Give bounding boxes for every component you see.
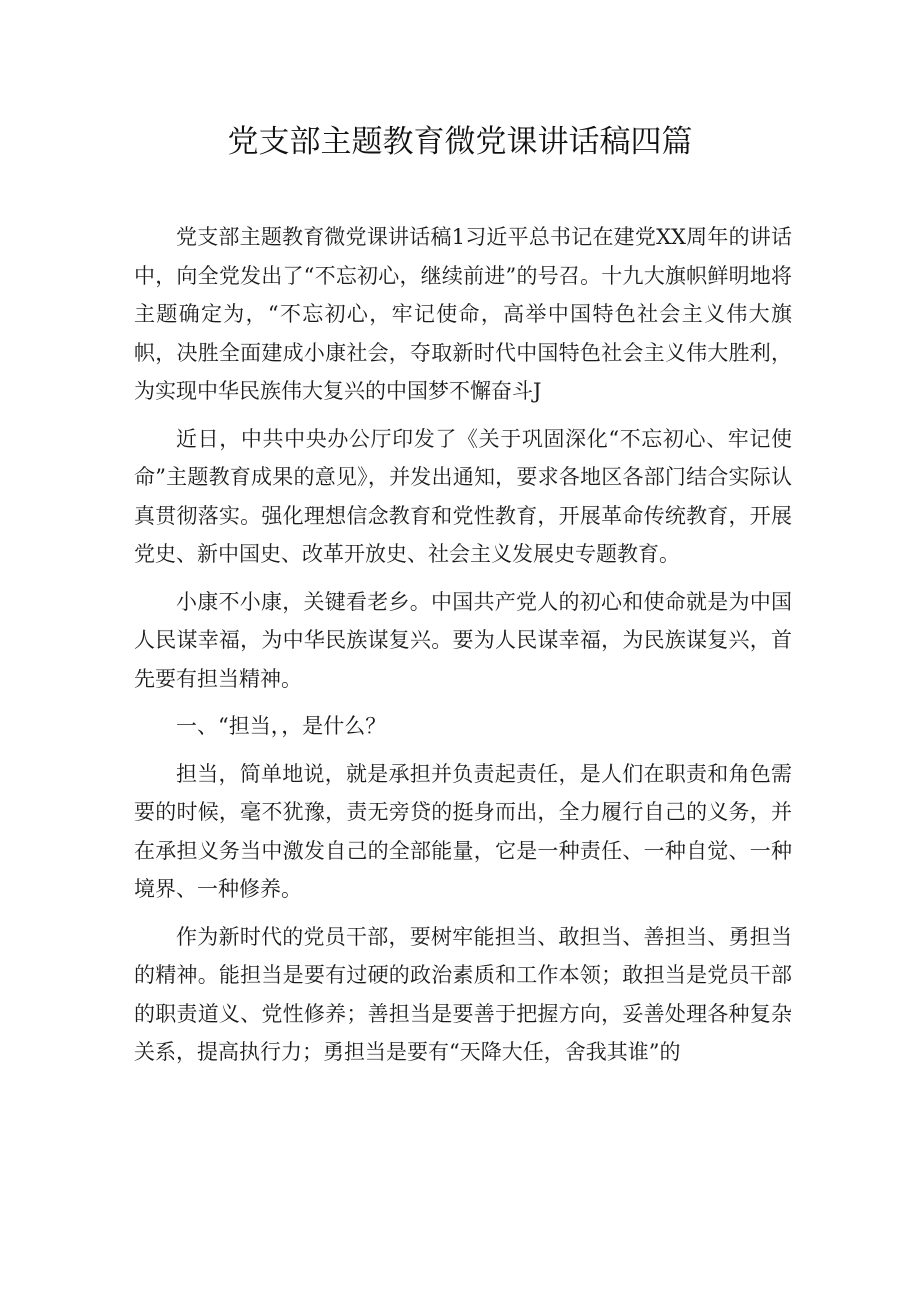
paragraph-3: 小康不小康，关键看老乡。中国共产党人的初心和使命就是为中国人民谋幸福，为中华民族谋复兴。要为人民谋幸福，为民族谋复兴，首先要有担当精神。 (134, 589, 792, 691)
paragraph-5: 作为新时代的党员干部，要树牢能担当、敢担当、善担当、勇担当的精神。能担当是要有过硬的政治素质和工作本领；敢担当是党员干部的职责道义、党性修养；善担当是要善于把握方向，妥善处理各种复杂关系，提高执行力；勇担当是要有“天降大任，舍我其谁”的 (134, 924, 792, 1064)
document-body (134, 218, 792, 1081)
paragraph-1: 党支部主题教育微党课讲话稿1习近平总书记在建党XX周年的讲话中，向全党发出了“不忘初心，继续前进”的号召。十九大旗帜鲜明地将主题确定为，“不忘初心，牢记使命，高举中国特色社会主义伟大旗帜，决胜全面建成小康社会，夺取新时代中国特色社会主义伟大胜利，为实现中华民族伟大复兴的中国梦不懈奋斗J (134, 225, 792, 403)
section-heading-1: 一、“担当，，是什么？ (176, 714, 387, 738)
paragraph-2: 近日，中共中央办公厅印发了《关于巩固深化“不忘初心、牢记使命”主题教育成果的意见》，并发出通知，要求各地区各部门结合实际认真贯彻落实。强化理想信念教育和党性教育，开展革命传统教育，开展党史、新中国史、改革开放史、社会主义发展史专题教育。 (134, 426, 792, 566)
document-title: 党支部主题教育微党课讲话稿四篇 (227, 124, 693, 160)
paragraph-4: 担当，简单地说，就是承担并负责起责任，是人们在职责和角色需要的时候，毫不犹豫，责无旁贷的挺身而出，全力履行自己的义务，并在承担义务当中激发自己的全部能量，它是一种责任、一种自觉、一种境界、一种修养。 (134, 761, 792, 901)
